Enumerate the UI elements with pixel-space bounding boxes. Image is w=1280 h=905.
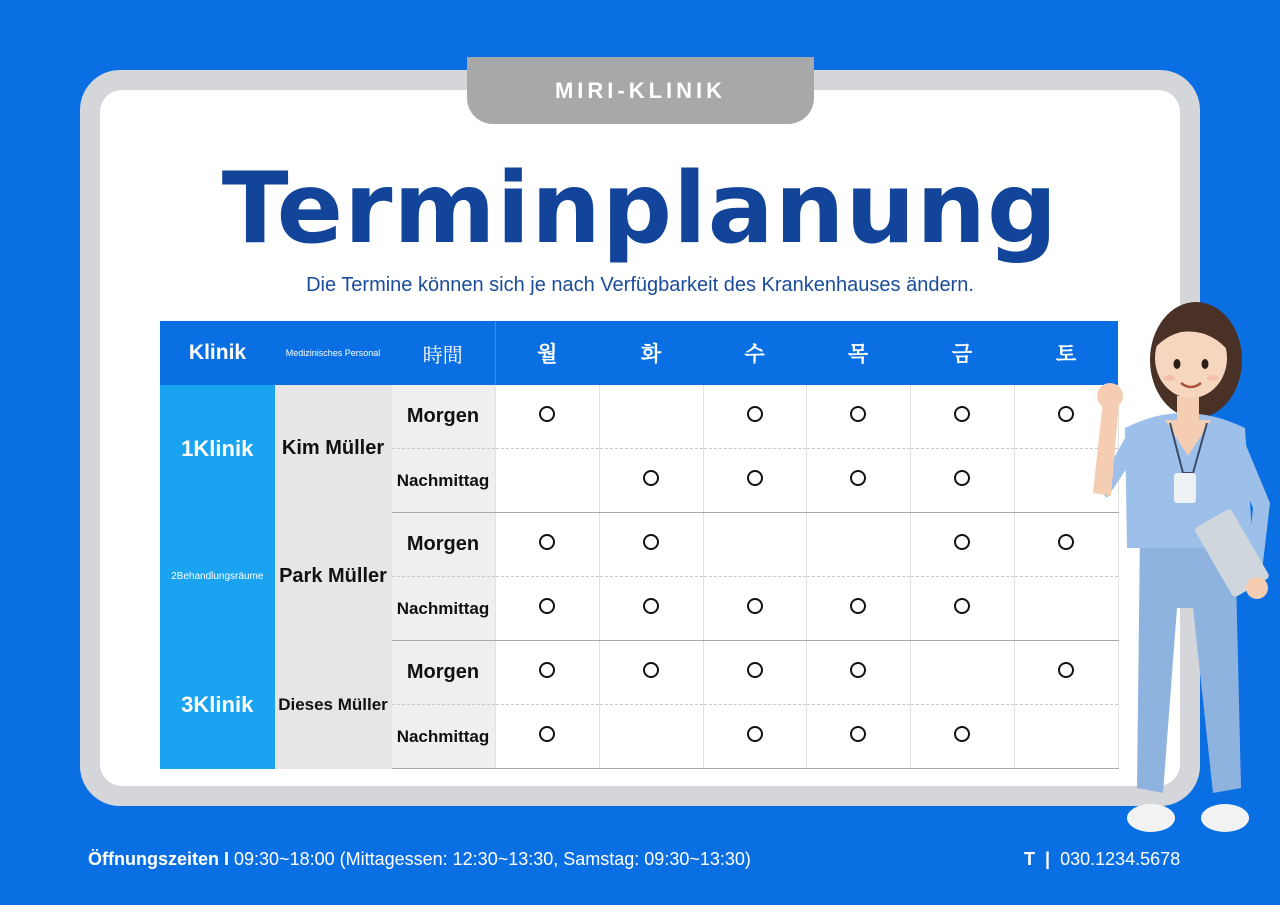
header-staff: Medizinisches Personal — [275, 321, 391, 385]
slot-cell — [599, 577, 703, 641]
phone-label: T — [1024, 849, 1035, 869]
slot-cell — [806, 641, 910, 705]
circle-icon — [539, 534, 555, 550]
phone-contact — [1024, 849, 1180, 870]
circle-icon — [954, 406, 970, 422]
circle-icon — [747, 726, 763, 742]
slot-cell — [495, 449, 599, 513]
circle-icon — [539, 726, 555, 742]
circle-icon — [954, 598, 970, 614]
circle-icon — [747, 662, 763, 678]
circle-icon — [539, 598, 555, 614]
slot-cell — [703, 641, 806, 705]
slot-cell — [495, 705, 599, 769]
circle-icon — [954, 470, 970, 486]
header-day: 금 — [910, 321, 1014, 385]
slot-cell — [703, 385, 806, 449]
slot-cell — [910, 641, 1014, 705]
clinic-cell: 1Klinik — [160, 385, 275, 513]
slot-cell — [806, 705, 910, 769]
circle-icon — [850, 470, 866, 486]
slot-cell — [599, 513, 703, 577]
time-cell-morning: Morgen — [391, 385, 495, 449]
time-cell-morning: Morgen — [391, 513, 495, 577]
header-day: 목 — [806, 321, 910, 385]
slot-cell — [599, 705, 703, 769]
schedule-row-morning — [160, 641, 1118, 705]
staff-cell: Dieses Müller — [275, 641, 391, 769]
circle-icon — [1058, 534, 1074, 550]
slot-cell — [703, 705, 806, 769]
time-cell-afternoon: Nachmittag — [391, 577, 495, 641]
circle-icon — [850, 406, 866, 422]
header-time: 時間 — [391, 321, 495, 385]
slot-cell — [599, 449, 703, 513]
circle-icon — [1058, 406, 1074, 422]
header-day: 수 — [703, 321, 806, 385]
slot-cell — [703, 449, 806, 513]
opening-hours — [88, 849, 751, 870]
circle-icon — [850, 726, 866, 742]
slot-cell — [495, 513, 599, 577]
phone-number: 030.1234.5678 — [1060, 849, 1181, 869]
slot-cell — [599, 641, 703, 705]
slot-cell — [806, 385, 910, 449]
circle-icon — [539, 662, 555, 678]
circle-icon — [850, 662, 866, 678]
time-cell-morning: Morgen — [391, 641, 495, 705]
slot-cell — [495, 641, 599, 705]
table-header-row — [160, 321, 1118, 385]
schedule-body — [160, 385, 1118, 769]
time-cell-afternoon: Nachmittag — [391, 449, 495, 513]
header-day: 화 — [599, 321, 703, 385]
slot-cell — [910, 449, 1014, 513]
header-day: 월 — [495, 321, 599, 385]
circle-icon — [643, 598, 659, 614]
slot-cell — [806, 449, 910, 513]
slot-cell — [703, 513, 806, 577]
circle-icon — [1058, 662, 1074, 678]
clinic-cell: 2Behandlungsräume — [160, 513, 275, 641]
clinic-badge: MIRI-KLINIK — [467, 57, 814, 124]
page-title: Terminplanung — [221, 152, 1059, 266]
circle-icon — [643, 662, 659, 678]
opening-hours-label: Öffnungszeiten I — [88, 849, 229, 869]
schedule-row-morning — [160, 385, 1118, 449]
slot-cell — [910, 385, 1014, 449]
phone-separator: | — [1045, 849, 1051, 869]
circle-icon — [643, 470, 659, 486]
circle-icon — [954, 726, 970, 742]
slot-cell — [599, 385, 703, 449]
schedule-row-morning — [160, 513, 1118, 577]
circle-icon — [850, 598, 866, 614]
slot-cell — [495, 385, 599, 449]
circle-icon — [954, 534, 970, 550]
circle-icon — [747, 598, 763, 614]
header-day: 토 — [1014, 321, 1118, 385]
slot-cell — [495, 577, 599, 641]
opening-hours-text: 09:30~18:00 (Mittagessen: 12:30~13:30, Samstag: 09:30~13:30) — [234, 849, 751, 869]
page-subtitle: Die Termine können sich je nach Verfügbarkeit des Krankenhauses ändern. — [306, 274, 974, 296]
time-cell-afternoon: Nachmittag — [391, 705, 495, 769]
slot-cell — [703, 577, 806, 641]
nurse-illustration — [1085, 288, 1280, 848]
schedule-table — [160, 321, 1119, 769]
slot-cell — [806, 513, 910, 577]
slot-cell — [910, 513, 1014, 577]
slot-cell — [910, 705, 1014, 769]
staff-cell: Kim Müller — [275, 385, 391, 513]
circle-icon — [539, 406, 555, 422]
header-clinic: Klinik — [160, 321, 275, 385]
circle-icon — [747, 470, 763, 486]
circle-icon — [643, 534, 659, 550]
clinic-cell: 3Klinik — [160, 641, 275, 769]
slot-cell — [806, 577, 910, 641]
staff-cell: Park Müller — [275, 513, 391, 641]
circle-icon — [747, 406, 763, 422]
slot-cell — [910, 577, 1014, 641]
